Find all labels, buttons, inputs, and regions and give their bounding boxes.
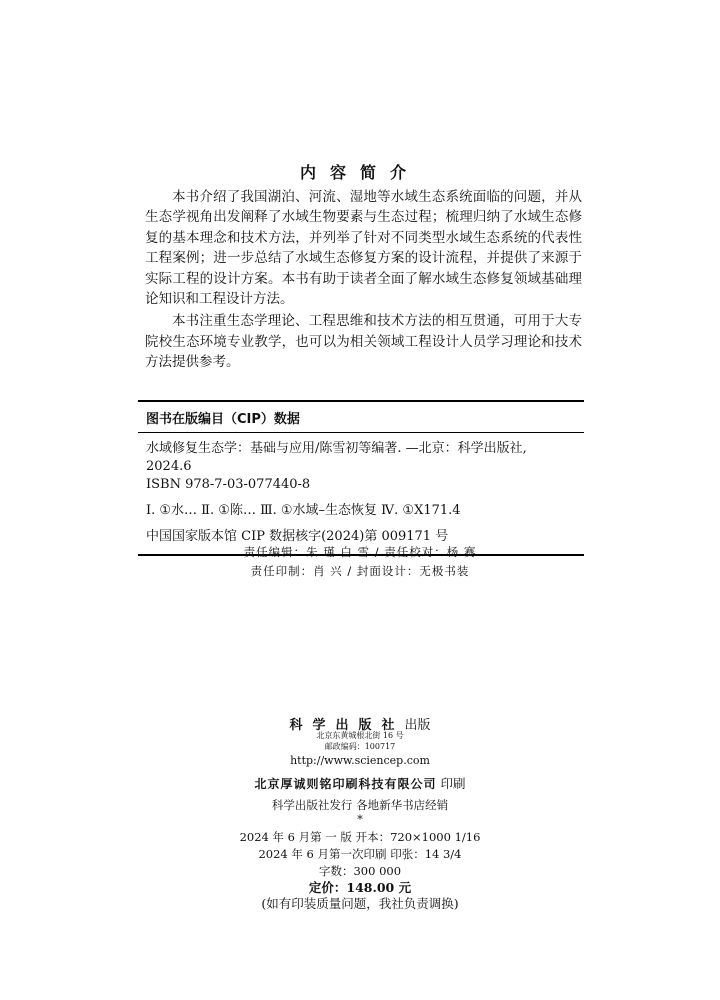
publisher-name: 科学出版社 — [289, 718, 405, 733]
cip-title-line: 水域修复生态学：基础与应用/陈雪初等编著. —北京：科学出版社, 2024.6 — [146, 441, 527, 474]
credits-line-2: 责任印制：肖 兴 / 封面设计：无极书装 — [250, 564, 470, 578]
distribution-line: 科学出版社发行 各地新华书店经销 — [271, 798, 449, 812]
cip-record-number: 中国国家版本馆 CIP 数据核字(2024)第 009171 号 — [146, 529, 449, 544]
printer-suffix: 印刷 — [440, 776, 466, 791]
summary-title: 内容简介 — [299, 163, 420, 182]
cip-body — [138, 433, 584, 546]
summary-text — [145, 187, 582, 375]
credits-line-1: 责任编辑：朱 瑾 白 雪 / 责任校对：杨 赛 — [243, 545, 477, 559]
separator-star: * — [357, 812, 363, 826]
cip-header: 图书在版编目（CIP）数据 — [146, 412, 300, 427]
quality-notice: (如有印装质量问题，我社负责调换) — [261, 896, 459, 911]
cip-isbn: ISBN 978-7-03-077440-8 — [146, 477, 311, 492]
printer-name: 北京厚诚则铭印刷科技有限公司 — [254, 777, 437, 791]
edition-line: 2024 年 6 月第 一 版 开本：720×1000 1/16 — [239, 830, 481, 844]
printing-line: 2024 年 6 月第一次印刷 印张：14 3/4 — [258, 847, 462, 861]
publisher-suffix: 出版 — [404, 718, 431, 733]
summary-paragraph: 本书注重生态学理论、工程思维和技术方法的相互贯通，可用于大专院校生态环境专业教学，也可以为相关领域工程设计人员学习理论和技术方法提供参考。 — [145, 313, 582, 371]
cip-classification: Ⅰ. ①水… Ⅱ. ①陈… Ⅲ. ①水域–生态恢复 Ⅳ. ①X171.4 — [146, 503, 461, 518]
publisher-website: http://www.sciencep.com — [290, 754, 430, 767]
summary-paragraph: 本书介绍了我国湖泊、河流、湿地等水域生态系统面临的问题，并从生态学视角出发阐释了水域生物要素与生态过程；梳理归纳了水域生态修复的基本理念和技术方法，并列举了针对不同类型水域生态系统的代表性工程案例；进一步总结了水域生态修复方案的设计流程，并提供了来源于实际工程的设计方案。本书有助于读者全面了解水域生态修复领域基础理论知识和工程设计方法。 — [145, 189, 582, 308]
cip-block — [138, 400, 584, 556]
publisher-postcode: 邮政编码：100717 — [324, 742, 396, 751]
word-count: 字数：300 000 — [318, 864, 402, 878]
printer-line — [0, 773, 720, 792]
price: 定价：148.00 元 — [308, 880, 412, 895]
publisher-address: 北京东黄城根北街 16 号 — [316, 731, 404, 740]
